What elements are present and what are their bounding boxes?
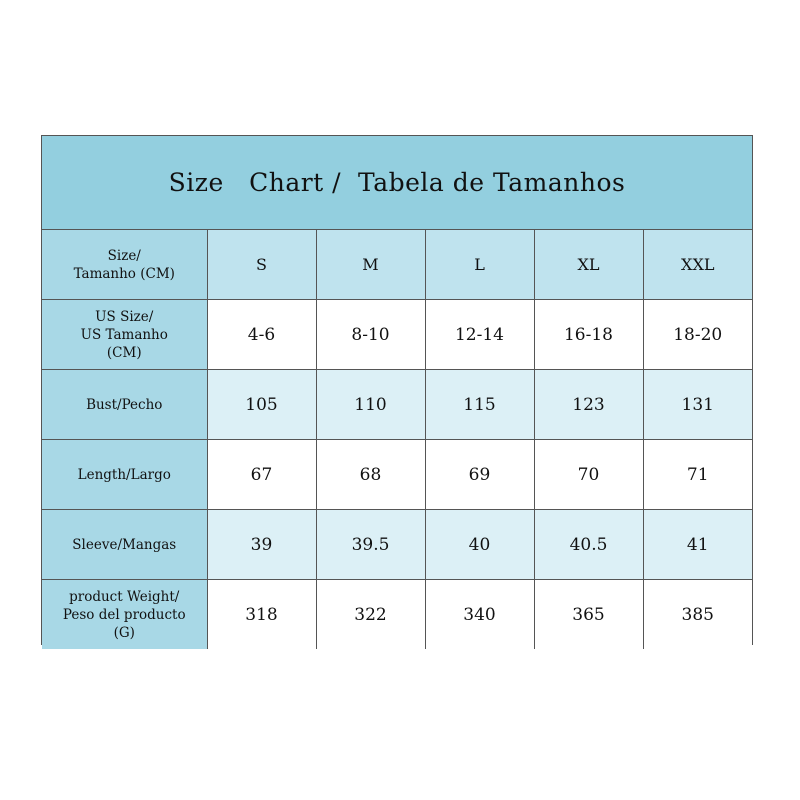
table-cell: 123 [534, 370, 643, 440]
size-table [42, 230, 752, 649]
table-cell: 4-6 [207, 300, 316, 370]
table-cell: 16-18 [534, 300, 643, 370]
table-cell: 70 [534, 440, 643, 510]
row-label: product Weight/ Peso del producto (G) [42, 580, 207, 650]
table-cell: 105 [207, 370, 316, 440]
size-header-cell: L [425, 230, 534, 300]
table-row-weight [42, 580, 752, 650]
table-cell: 322 [316, 580, 425, 650]
row-label: Length/Largo [42, 440, 207, 510]
table-row-us-size [42, 300, 752, 370]
table-cell: 385 [643, 580, 752, 650]
table-cell: 365 [534, 580, 643, 650]
table-cell: 131 [643, 370, 752, 440]
size-header-row [42, 230, 752, 300]
row-label: Bust/Pecho [42, 370, 207, 440]
table-cell: 110 [316, 370, 425, 440]
table-cell: 40 [425, 510, 534, 580]
size-chart [41, 135, 753, 645]
table-cell: 67 [207, 440, 316, 510]
row-label: US Size/ US Tamanho (CM) [42, 300, 207, 370]
table-cell: 68 [316, 440, 425, 510]
size-header-cell: XXL [643, 230, 752, 300]
table-cell: 71 [643, 440, 752, 510]
table-cell: 40.5 [534, 510, 643, 580]
size-header-cell: XL [534, 230, 643, 300]
table-cell: 41 [643, 510, 752, 580]
size-header-label: Size/ Tamanho (CM) [42, 230, 207, 300]
size-header-cell: S [207, 230, 316, 300]
size-header-cell: M [316, 230, 425, 300]
table-cell: 318 [207, 580, 316, 650]
table-cell: 12-14 [425, 300, 534, 370]
table-cell: 340 [425, 580, 534, 650]
table-cell: 115 [425, 370, 534, 440]
table-cell: 69 [425, 440, 534, 510]
chart-title: Size Chart / Tabela de Tamanhos [42, 136, 752, 230]
table-row-sleeve [42, 510, 752, 580]
table-row-length [42, 440, 752, 510]
row-label: Sleeve/Mangas [42, 510, 207, 580]
table-cell: 8-10 [316, 300, 425, 370]
table-cell: 39 [207, 510, 316, 580]
table-cell: 18-20 [643, 300, 752, 370]
table-row-bust [42, 370, 752, 440]
table-cell: 39.5 [316, 510, 425, 580]
